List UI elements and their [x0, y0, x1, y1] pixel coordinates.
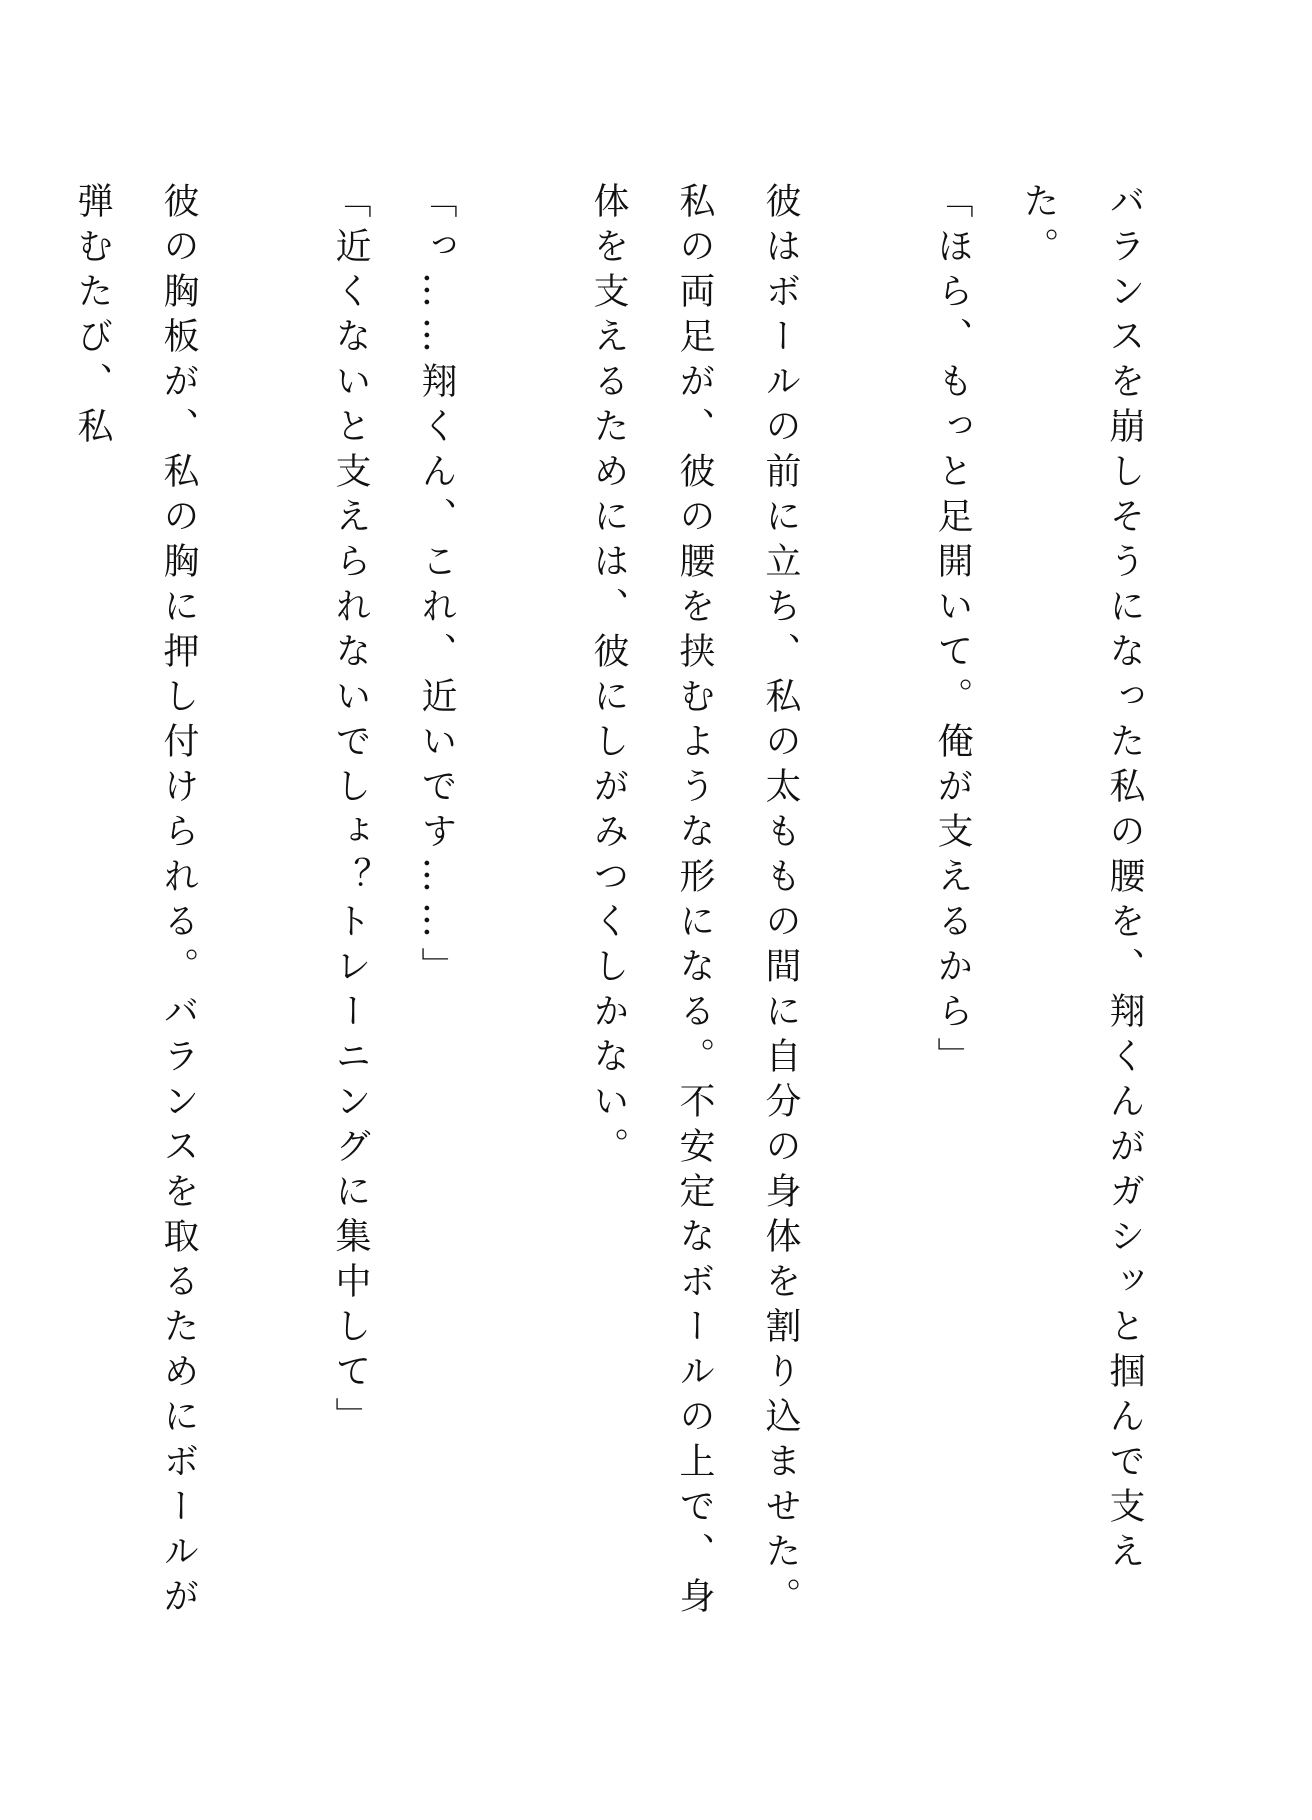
paragraph: 彼はボールの前に立ち、私の太ももの間に自分の身体を割り込ませた。私の両足が、彼の腰を挟むような形になる。不安定なボールの上で、身体を支えるためには、彼にしがみつくしかない。 — [588, 182, 801, 1622]
paragraph: バランスを崩しそうになった私の腰を、翔くんがガシッと掴んで支えた。 — [1018, 182, 1145, 1577]
blank-line — [479, 182, 565, 1642]
blank-line — [823, 182, 909, 1642]
paragraph: 「っ……翔くん、これ、近いです……」 — [416, 182, 457, 992]
paragraph: 彼の胸板が、私の胸に押し付けられる。バランスを取るためにボールが弾むたび、私 — [72, 182, 199, 1622]
blank-line — [221, 182, 307, 1642]
body-text — [49, 182, 1167, 1642]
paragraph: 「近くないと支えられないでしょ？トレーニングに集中して」 — [330, 182, 371, 1442]
paragraph: 「ほら、もっと足開いて。俺が支えるから」 — [932, 182, 973, 1082]
